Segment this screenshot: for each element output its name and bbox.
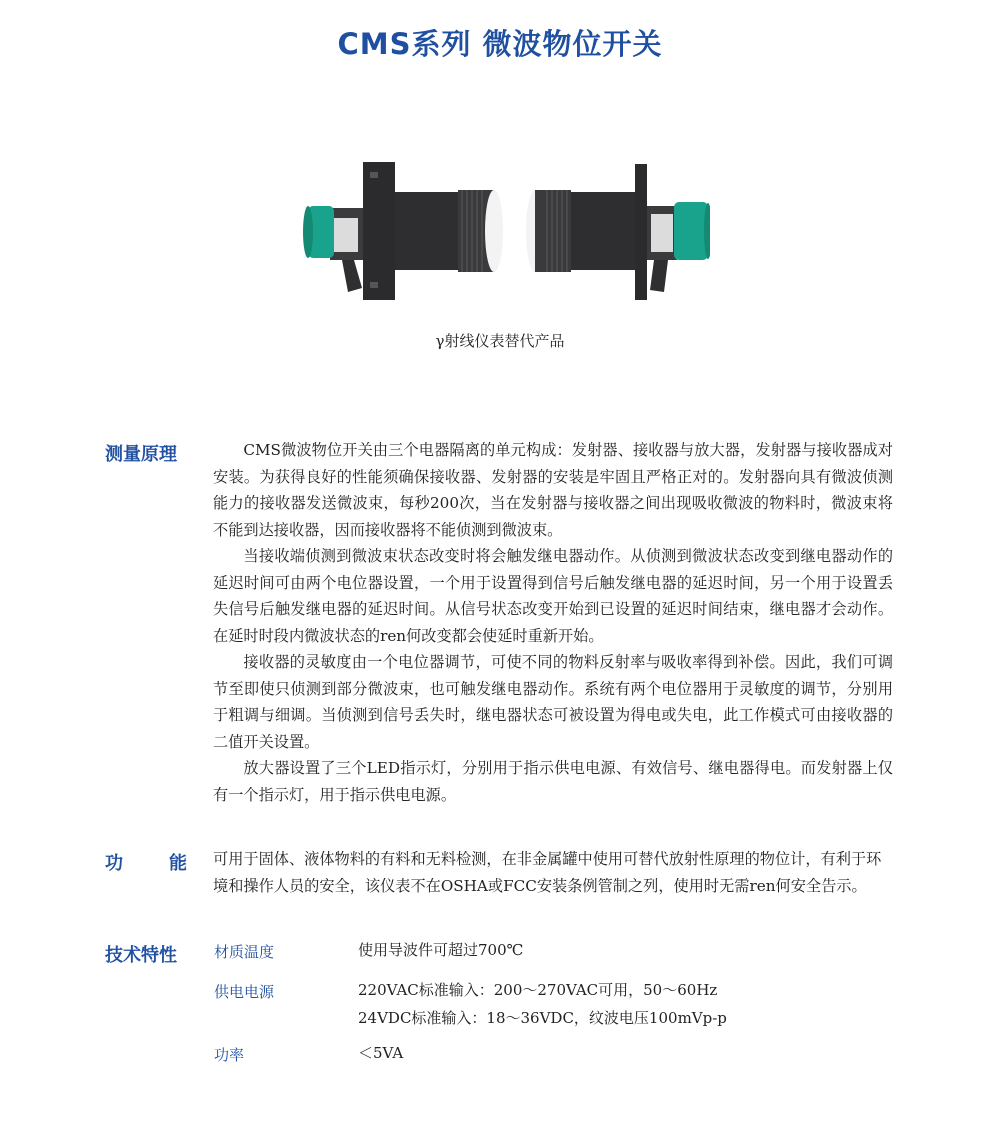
function-label xyxy=(105,849,187,875)
spec-name-material-temp: 材质温度 xyxy=(214,943,275,961)
receiver-unit xyxy=(526,164,710,300)
principle-paragraph: CMS微波物位开关由三个电器隔离的单元构成：发射器、接收器与放大器，发射器与接收器成对安装。为获得良好的性能须确保接收器、发射器的安装是牢固且严格正对的。发射器向具有微波侦测能力的接收器发送微波束，每秒200次，当在发射器与接收器之间出现吸收微波的物料时，微波束将不能到达接收器，因而接收器将不能侦测到微波束。 xyxy=(213,441,893,539)
specs-label: 技术特性 xyxy=(105,945,177,966)
page-title: CMS系列 微波物位开关 xyxy=(337,27,663,61)
principle-paragraph: 接收器的灵敏度由一个电位器调节，可使不同的物料反射率与吸收率得到补偿。因此，我们可调节至即使只侦测到部分微波束，也可触发继电器动作。系统有两个电位器用于灵敏度的调节，分别用于粗调与细调。当侦测到信号丢失时，继电器状态可被设置为得电或失电，此工作模式可由接收器的二值开关设置。 xyxy=(213,653,893,751)
function-label-char: 功 xyxy=(105,853,123,874)
principle-paragraph: 放大器设置了三个LED指示灯，分别用于指示供电电源、有效信号、继电器得电。而发射器上仅有一个指示灯，用于指示供电电源。 xyxy=(213,759,893,804)
function-text: 可用于固体、液体物料的有料和无料检测，在非金属罐中使用可替代放射性原理的物位计，有利于环境和操作人员的安全，该仪表不在OSHA或FCC安装条例管制之列，使用时无需ren何安全告示。 xyxy=(213,850,882,895)
product-photo xyxy=(290,160,710,310)
transmitter-unit xyxy=(303,162,503,300)
spec-value-power: ＜5VA xyxy=(358,1044,404,1062)
spec-name-power: 功率 xyxy=(214,1046,245,1064)
image-caption: γ射线仪表替代产品 xyxy=(435,332,565,350)
spec-name-power-supply: 供电电源 xyxy=(214,983,275,1001)
principle-text xyxy=(213,437,893,808)
spec-value-power-supply-dc: 24VDC标准输入：18～36VDC，纹波电压100mVp-p xyxy=(358,1009,727,1027)
spec-value-power-supply-ac: 220VAC标准输入：200～270VAC可用，50～60Hz xyxy=(358,981,718,999)
principle-paragraph: 当接收端侦测到微波束状态改变时将会触发继电器动作。从侦测到微波状态改变到继电器动作的延迟时间可由两个电位器设置，一个用于设置得到信号后触发继电器的延迟时间，另一个用于设置丢失信号后触发继电器的延迟时间。从信号状态改变开始到已设置的延迟时间结束，继电器才会动作。在延时时段内微波状态的ren何改变都会使延时重新开始。 xyxy=(213,547,893,645)
function-label-char: 能 xyxy=(169,853,187,874)
principle-label: 测量原理 xyxy=(105,444,177,465)
spec-value-material-temp: 使用导波件可超过700℃ xyxy=(358,941,524,959)
